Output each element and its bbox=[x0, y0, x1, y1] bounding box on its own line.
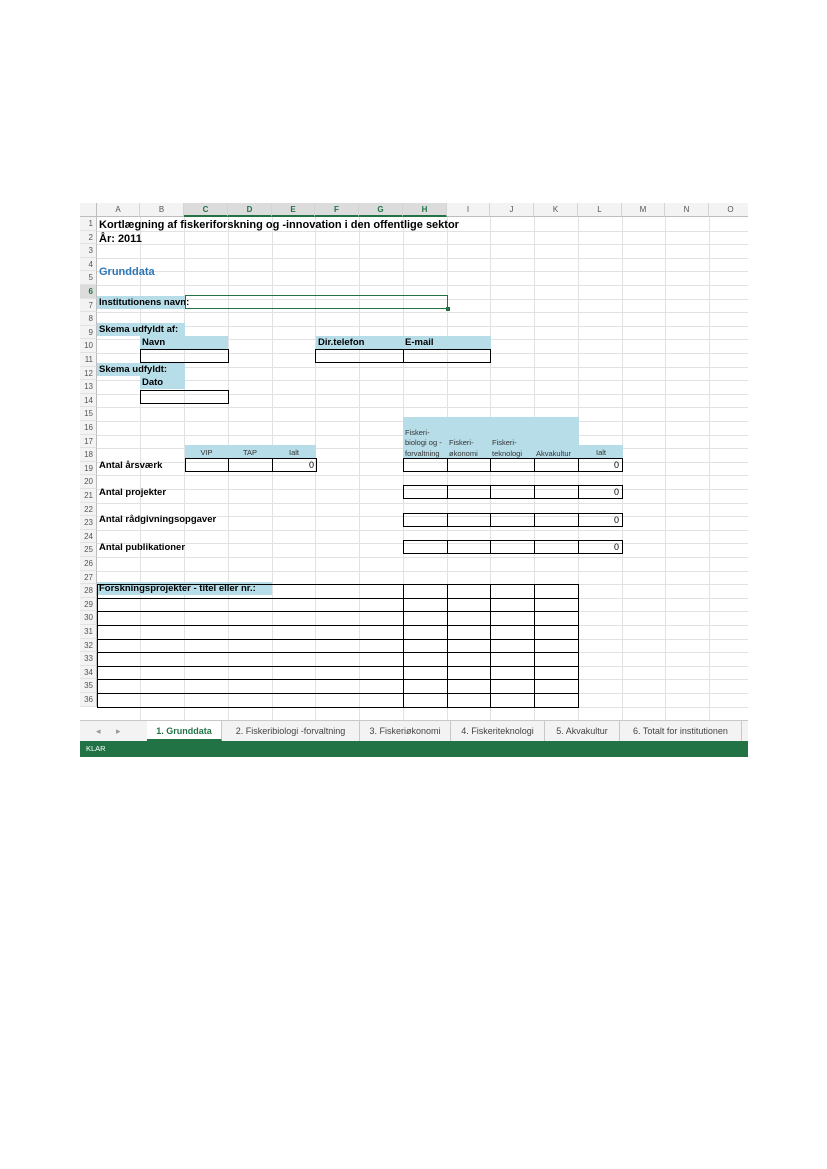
research-title-input[interactable] bbox=[97, 639, 404, 654]
row-header-36[interactable]: 36 bbox=[80, 693, 97, 707]
arsvaerk-cell-h[interactable] bbox=[403, 458, 448, 472]
research-category-cell-j[interactable] bbox=[490, 598, 535, 613]
date-label: Dato bbox=[142, 377, 164, 388]
sheet-title: Kortlægning af fiskeriforskning og -innovation i den offentlige sektor bbox=[99, 219, 459, 231]
grid-row-line bbox=[97, 380, 748, 381]
research-title-input[interactable] bbox=[97, 693, 404, 708]
row-header-20[interactable]: 20 bbox=[80, 475, 97, 489]
row-header-13[interactable]: 13 bbox=[80, 380, 97, 394]
research-category-cell-k[interactable] bbox=[534, 598, 579, 613]
row-header-3[interactable]: 3 bbox=[80, 244, 97, 258]
research-category-cell-i[interactable] bbox=[447, 611, 491, 626]
row-header-8[interactable]: 8 bbox=[80, 312, 97, 326]
grid-row-line bbox=[97, 326, 748, 327]
date-input[interactable] bbox=[140, 390, 229, 404]
research-category-cell-j[interactable] bbox=[490, 611, 535, 626]
research-category-cell-j[interactable] bbox=[490, 679, 535, 694]
research-category-cell-k[interactable] bbox=[534, 584, 579, 599]
filled-label: Skema udfyldt: bbox=[99, 364, 168, 375]
arsvaerk-cell-k[interactable] bbox=[534, 458, 579, 472]
research-title-input[interactable] bbox=[97, 584, 404, 599]
publikationer-cell-k[interactable] bbox=[534, 540, 579, 554]
publikationer-cell-j[interactable] bbox=[490, 540, 535, 554]
publikationer-cell-i[interactable] bbox=[447, 540, 491, 554]
research-category-cell-j[interactable] bbox=[490, 652, 535, 667]
research-title-input[interactable] bbox=[97, 666, 404, 681]
column-header-h[interactable]: H bbox=[403, 203, 447, 217]
fiskeribiologi-header-3: forvaltning bbox=[405, 449, 440, 458]
column-header-b[interactable]: B bbox=[140, 203, 184, 217]
grid-row-line bbox=[97, 244, 748, 245]
phone-label: Dir.telefon bbox=[318, 337, 365, 348]
name-label: Navn bbox=[142, 337, 166, 348]
fiskeriteknologi-header-2: teknologi bbox=[492, 449, 523, 458]
grid-col-line bbox=[709, 217, 710, 720]
publikationer-cell-h[interactable] bbox=[403, 540, 448, 554]
research-category-cell-k[interactable] bbox=[534, 652, 579, 667]
grid-row-line bbox=[97, 271, 748, 272]
email-label: E-mail bbox=[405, 337, 434, 348]
ialt-staff-header: Ialt bbox=[288, 448, 299, 457]
institution-label: Institutionens navn: bbox=[99, 297, 190, 308]
research-category-cell-h[interactable] bbox=[403, 598, 448, 613]
projekter-cell-j[interactable] bbox=[490, 485, 535, 499]
row-header-11[interactable]: 11 bbox=[80, 353, 97, 367]
research-category-cell-k[interactable] bbox=[534, 639, 579, 654]
row-header-31[interactable]: 31 bbox=[80, 625, 97, 639]
grid-row-line bbox=[97, 407, 748, 408]
research-category-cell-j[interactable] bbox=[490, 693, 535, 708]
row-header-32[interactable]: 32 bbox=[80, 639, 97, 653]
row-header-12[interactable]: 12 bbox=[80, 367, 97, 381]
radgivning-total-value: 0 bbox=[613, 515, 619, 525]
tap-input[interactable] bbox=[228, 458, 273, 472]
research-category-cell-h[interactable] bbox=[403, 652, 448, 667]
row-header-15[interactable]: 15 bbox=[80, 407, 97, 421]
research-category-cell-j[interactable] bbox=[490, 639, 535, 654]
grid-row-line bbox=[97, 258, 748, 259]
row-header-34[interactable]: 34 bbox=[80, 666, 97, 680]
row-header-18[interactable]: 18 bbox=[80, 448, 97, 462]
fiskeriteknologi-header-1: Fiskeri- bbox=[492, 438, 517, 447]
row-header-1[interactable]: 1 bbox=[80, 217, 97, 231]
row-header-16[interactable]: 16 bbox=[80, 421, 97, 435]
status-bar bbox=[80, 741, 748, 757]
research-category-cell-h[interactable] bbox=[403, 584, 448, 599]
select-all-corner[interactable] bbox=[80, 203, 97, 217]
grid-row-line bbox=[97, 367, 748, 368]
tab-fiskeriokonomi[interactable]: 3. Fiskeriøkonomi bbox=[360, 721, 451, 741]
row-header-25[interactable]: 25 bbox=[80, 543, 97, 557]
filled-by-label: Skema udfyldt af: bbox=[99, 324, 179, 335]
arsvaerk-total-value: 0 bbox=[613, 460, 619, 470]
arsvaerk-cell-j[interactable] bbox=[490, 458, 535, 472]
vip-input[interactable] bbox=[185, 458, 229, 472]
column-header-l[interactable]: L bbox=[578, 203, 622, 217]
radgivning-cell-i[interactable] bbox=[447, 513, 491, 527]
research-category-cell-h[interactable] bbox=[403, 639, 448, 654]
row-header-33[interactable]: 33 bbox=[80, 652, 97, 666]
email-input[interactable] bbox=[403, 349, 491, 363]
research-title-input[interactable] bbox=[97, 625, 404, 640]
section-title: Grunddata bbox=[99, 266, 155, 278]
akvakultur-header: Akvakultur bbox=[536, 449, 572, 458]
research-label: Forskningsprojekter - titel eller nr.: bbox=[99, 583, 256, 594]
phone-input[interactable] bbox=[315, 349, 404, 363]
projekter-cell-h[interactable] bbox=[403, 485, 448, 499]
column-header-e[interactable]: E bbox=[272, 203, 315, 217]
research-category-cell-i[interactable] bbox=[447, 652, 491, 667]
row-header-28[interactable]: 28 bbox=[80, 584, 97, 598]
name-input[interactable] bbox=[140, 349, 229, 363]
grid-row-line bbox=[97, 530, 748, 531]
row-header-17[interactable]: 17 bbox=[80, 435, 97, 449]
selection-handle[interactable] bbox=[446, 307, 450, 311]
row-header-35[interactable]: 35 bbox=[80, 679, 97, 693]
research-category-cell-i[interactable] bbox=[447, 584, 491, 599]
projekter-label: Antal projekter bbox=[99, 487, 167, 498]
research-category-cell-k[interactable] bbox=[534, 693, 579, 708]
vip-header: VIP bbox=[200, 448, 213, 457]
fiskeriokonomi-header-2: økonomi bbox=[449, 449, 478, 458]
row-header-30[interactable]: 30 bbox=[80, 611, 97, 625]
research-title-input[interactable] bbox=[97, 611, 404, 626]
research-category-cell-h[interactable] bbox=[403, 693, 448, 708]
row-header-2[interactable]: 2 bbox=[80, 231, 97, 245]
fiskeribiologi-header-2: biologi og - bbox=[405, 438, 442, 447]
fiskeribiologi-header-1: Fiskeri- bbox=[405, 428, 430, 437]
research-category-cell-k[interactable] bbox=[534, 666, 579, 681]
research-category-cell-k[interactable] bbox=[534, 625, 579, 640]
research-category-cell-i[interactable] bbox=[447, 625, 491, 640]
projekter-cell-k[interactable] bbox=[534, 485, 579, 499]
institution-name-input[interactable] bbox=[185, 295, 448, 309]
research-category-cell-i[interactable] bbox=[447, 666, 491, 681]
row-header-26[interactable]: 26 bbox=[80, 557, 97, 571]
column-header-a[interactable]: A bbox=[97, 203, 140, 217]
radgivning-cell-h[interactable] bbox=[403, 513, 448, 527]
row-header-23[interactable]: 23 bbox=[80, 516, 97, 530]
grid-row-line bbox=[97, 503, 748, 504]
research-category-cell-j[interactable] bbox=[490, 666, 535, 681]
row-header-9[interactable]: 9 bbox=[80, 326, 97, 340]
staff-total-value: 0 bbox=[308, 460, 314, 470]
row-header-24[interactable]: 24 bbox=[80, 530, 97, 544]
research-category-cell-h[interactable] bbox=[403, 611, 448, 626]
row-header-6[interactable]: 6 bbox=[80, 285, 97, 299]
column-header-i[interactable]: I bbox=[447, 203, 490, 217]
grid-row-line bbox=[97, 475, 748, 476]
row-header-21[interactable]: 21 bbox=[80, 489, 97, 503]
sheet-year: År: 2011 bbox=[99, 233, 142, 245]
research-category-cell-i[interactable] bbox=[447, 693, 491, 708]
row-header-29[interactable]: 29 bbox=[80, 598, 97, 612]
research-category-cell-i[interactable] bbox=[447, 679, 491, 694]
radgivning-cell-k[interactable] bbox=[534, 513, 579, 527]
tab-fiskeriteknologi[interactable]: 4. Fiskeriteknologi bbox=[451, 721, 545, 741]
spreadsheet-grid[interactable] bbox=[80, 203, 748, 720]
arsvaerk-label: Antal årsværk bbox=[99, 460, 163, 471]
grid-row-line bbox=[97, 557, 748, 558]
publikationer-total-value: 0 bbox=[613, 542, 619, 552]
sheet-tab-bar bbox=[80, 720, 748, 742]
research-category-cell-h[interactable] bbox=[403, 679, 448, 694]
research-category-cell-i[interactable] bbox=[447, 598, 491, 613]
research-title-input[interactable] bbox=[97, 598, 404, 613]
research-category-cell-k[interactable] bbox=[534, 611, 579, 626]
column-header-o[interactable]: O bbox=[709, 203, 748, 217]
status-text: KLAR bbox=[86, 744, 106, 753]
column-header-j[interactable]: J bbox=[490, 203, 534, 217]
projekter-cell-i[interactable] bbox=[447, 485, 491, 499]
row-header-22[interactable]: 22 bbox=[80, 503, 97, 517]
tab-totalt[interactable]: 6. Totalt for institutionen bbox=[620, 721, 742, 741]
ialt-category-header: Ialt bbox=[595, 448, 606, 457]
research-category-cell-h[interactable] bbox=[403, 625, 448, 640]
publikationer-label: Antal publikationer bbox=[99, 542, 186, 553]
column-header-n[interactable]: N bbox=[665, 203, 709, 217]
tab-prev-icon[interactable]: ◂ bbox=[96, 726, 101, 736]
column-header-g[interactable]: G bbox=[359, 203, 403, 217]
research-title-input[interactable] bbox=[97, 652, 404, 667]
grid-row-line bbox=[97, 312, 748, 313]
radgivning-label: Antal rådgivningsopgaver bbox=[99, 514, 217, 525]
research-category-cell-i[interactable] bbox=[447, 639, 491, 654]
fiskeriokonomi-header-1: Fiskeri- bbox=[449, 438, 474, 447]
column-header-d[interactable]: D bbox=[228, 203, 272, 217]
tab-akvakultur[interactable]: 5. Akvakultur bbox=[545, 721, 620, 741]
row-header-5[interactable]: 5 bbox=[80, 271, 97, 285]
grid-row-line bbox=[97, 571, 748, 572]
column-header-c[interactable]: C bbox=[184, 203, 228, 217]
tap-header: TAP bbox=[242, 448, 258, 457]
tab-fiskeribiologi[interactable]: 2. Fiskeribiologi -forvaltning bbox=[222, 721, 360, 741]
grid-col-line bbox=[665, 217, 666, 720]
research-category-cell-j[interactable] bbox=[490, 625, 535, 640]
column-header-m[interactable]: M bbox=[622, 203, 665, 217]
research-category-cell-h[interactable] bbox=[403, 666, 448, 681]
row-header-4[interactable]: 4 bbox=[80, 258, 97, 272]
research-category-cell-k[interactable] bbox=[534, 679, 579, 694]
grid-row-line bbox=[97, 285, 748, 286]
radgivning-cell-j[interactable] bbox=[490, 513, 535, 527]
row-header-7[interactable]: 7 bbox=[80, 299, 97, 313]
research-title-input[interactable] bbox=[97, 679, 404, 694]
arsvaerk-cell-i[interactable] bbox=[447, 458, 491, 472]
column-header-f[interactable]: F bbox=[315, 203, 359, 217]
research-category-cell-j[interactable] bbox=[490, 584, 535, 599]
row-header-14[interactable]: 14 bbox=[80, 394, 97, 408]
row-header-10[interactable]: 10 bbox=[80, 339, 97, 353]
projekter-total-value: 0 bbox=[613, 487, 619, 497]
column-header-k[interactable]: K bbox=[534, 203, 578, 217]
tab-next-icon[interactable]: ▸ bbox=[116, 726, 121, 736]
row-header-27[interactable]: 27 bbox=[80, 571, 97, 585]
row-header-19[interactable]: 19 bbox=[80, 462, 97, 476]
tab-grunddata[interactable]: 1. Grunddata bbox=[147, 721, 222, 741]
